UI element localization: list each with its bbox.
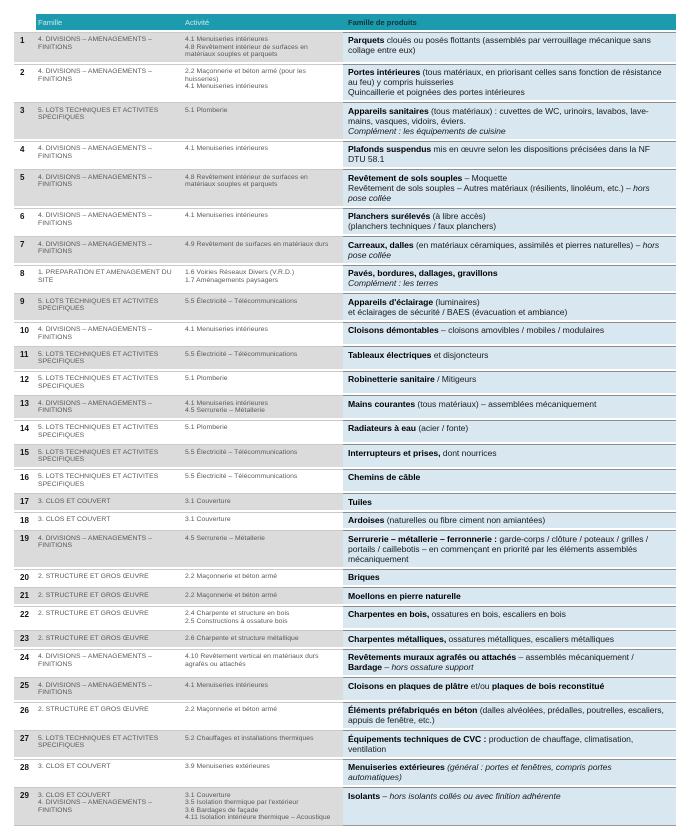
activite-cell bbox=[183, 32, 343, 62]
table-row bbox=[14, 530, 676, 567]
activite-cell bbox=[183, 346, 343, 369]
table-row bbox=[14, 32, 676, 62]
text-line: 4. DIVISIONS – AMENAGEMENTS – FINITIONS bbox=[38, 145, 153, 160]
famille-cell bbox=[36, 208, 183, 235]
row-number: 3 bbox=[14, 102, 36, 139]
text-line: 4. DIVISIONS – AMENAGEMENTS – FINITIONS bbox=[38, 173, 153, 188]
row-number: 20 bbox=[14, 569, 36, 586]
famille-cell bbox=[36, 759, 183, 786]
produits-cell bbox=[343, 169, 676, 206]
famille-cell bbox=[36, 293, 183, 320]
text-line: Pavés, bordures, dallages, gravillons bbox=[348, 268, 498, 278]
famille-cell bbox=[36, 649, 183, 676]
text-line: 5. LOTS TECHNIQUES ET ACTIVITES SPECIFIQUES bbox=[38, 350, 159, 365]
text-line: et éclairages de sécurité / BAES (évacuation et ambiance) bbox=[348, 306, 568, 317]
produits-cell bbox=[343, 444, 676, 467]
text-line: 4. DIVISIONS – AMENAGEMENTS – FINITIONS bbox=[38, 681, 153, 696]
activite-cell bbox=[183, 293, 343, 320]
text-line: Cloisons démontables – cloisons amovibles / mobiles / modulaires bbox=[348, 325, 605, 335]
row-number: 7 bbox=[14, 236, 36, 263]
produits-cell bbox=[343, 64, 676, 101]
activite-cell bbox=[183, 322, 343, 345]
activite-cell bbox=[183, 569, 343, 586]
text-line: 2.4 Charpente et structure en bois bbox=[185, 610, 290, 617]
row-number: 26 bbox=[14, 702, 36, 729]
famille-cell bbox=[36, 346, 183, 369]
activite-cell bbox=[183, 730, 343, 757]
text-line: 5.5 Électricité – Télécommunications bbox=[185, 297, 298, 305]
text-line: 4.11 Isolation intérieure thermique – Acoustique bbox=[185, 814, 331, 821]
produits-cell bbox=[343, 512, 676, 529]
row-number: 27 bbox=[14, 730, 36, 757]
text-line: 3. CLOS ET COUVERT bbox=[38, 516, 111, 523]
row-number: 25 bbox=[14, 677, 36, 700]
table-row bbox=[14, 493, 676, 510]
table-body bbox=[14, 32, 676, 826]
text-line: Chemins de câble bbox=[348, 472, 421, 482]
table-row bbox=[14, 787, 676, 826]
table-row bbox=[14, 102, 676, 139]
table-row bbox=[14, 293, 676, 320]
activite-cell bbox=[183, 236, 343, 263]
table-row bbox=[14, 702, 676, 729]
famille-cell bbox=[36, 444, 183, 467]
activite-cell bbox=[183, 493, 343, 510]
text-line: 3.6 Bardages de façade bbox=[185, 806, 259, 814]
famille-cell bbox=[36, 236, 183, 263]
text-line: 5.5 Électricité – Télécommunications bbox=[185, 350, 298, 358]
activite-cell bbox=[183, 512, 343, 529]
row-number: 28 bbox=[14, 759, 36, 786]
table-row bbox=[14, 346, 676, 369]
famille-cell bbox=[36, 530, 183, 567]
row-number: 6 bbox=[14, 208, 36, 235]
text-line: 4. DIVISIONS – AMENAGEMENTS – FINITIONS bbox=[38, 212, 153, 227]
row-number: 15 bbox=[14, 444, 36, 467]
text-line: 5.5 Électricité – Télécommunications bbox=[185, 448, 298, 456]
activite-cell bbox=[183, 469, 343, 492]
text-line: 2. STRUCTURE ET GROS ŒUVRE bbox=[38, 706, 149, 713]
table-row bbox=[14, 469, 676, 492]
row-number: 11 bbox=[14, 346, 36, 369]
table-row bbox=[14, 265, 676, 292]
table-row bbox=[14, 169, 676, 206]
table-row bbox=[14, 444, 676, 467]
header-famille: Famille bbox=[36, 14, 183, 30]
text-line: 1.7 Aménagements paysagers bbox=[185, 276, 279, 284]
produits-cell bbox=[343, 606, 676, 629]
row-number: 2 bbox=[14, 64, 36, 101]
text-line: 5. LOTS TECHNIQUES ET ACTIVITES SPECIFIQUES bbox=[38, 106, 159, 121]
table-row bbox=[14, 322, 676, 345]
text-line: 5. LOTS TECHNIQUES ET ACTIVITES SPECIFIQUES bbox=[38, 448, 159, 463]
famille-cell bbox=[36, 587, 183, 604]
text-line: 2.2 Maçonnerie et béton armé bbox=[185, 591, 278, 599]
activite-cell bbox=[183, 265, 343, 292]
famille-cell bbox=[36, 730, 183, 757]
produits-cell bbox=[343, 587, 676, 604]
row-number: 14 bbox=[14, 420, 36, 443]
activite-cell bbox=[183, 759, 343, 786]
table-header bbox=[14, 14, 676, 30]
table-row bbox=[14, 569, 676, 586]
text-line: Briques bbox=[348, 572, 380, 582]
row-number: 17 bbox=[14, 493, 36, 510]
produits-cell bbox=[343, 787, 676, 826]
products-table bbox=[14, 14, 676, 826]
activite-cell bbox=[183, 208, 343, 235]
text-line: 4. DIVISIONS – AMENAGEMENTS – FINITIONS bbox=[38, 68, 153, 83]
produits-cell bbox=[343, 208, 676, 235]
row-number: 23 bbox=[14, 630, 36, 647]
table-row bbox=[14, 371, 676, 394]
famille-cell bbox=[36, 493, 183, 510]
text-line: 4. DIVISIONS – AMENAGEMENTS – FINITIONS bbox=[38, 399, 153, 414]
text-line: 5.1 Plomberie bbox=[185, 375, 228, 382]
text-line: 4.8 Revêtement intérieur de surfaces en matériaux souples et parquets bbox=[185, 173, 308, 188]
produits-cell bbox=[343, 677, 676, 700]
table-row bbox=[14, 395, 676, 418]
text-line: Tableaux électriques et disjoncteurs bbox=[348, 349, 489, 360]
produits-cell bbox=[343, 102, 676, 139]
table-row bbox=[14, 587, 676, 604]
activite-cell bbox=[183, 606, 343, 629]
famille-cell bbox=[36, 141, 183, 168]
text-line: Portes intérieures (tous matériaux, en priorisant celles sans fonction de résistance au feu) y compris huisseries bbox=[348, 67, 662, 87]
text-line: Tuiles bbox=[348, 496, 372, 507]
text-line: 4. DIVISIONS – AMENAGEMENTS – FINITIONS bbox=[38, 240, 153, 255]
row-number: 29 bbox=[14, 787, 36, 826]
famille-cell bbox=[36, 395, 183, 418]
famille-cell bbox=[36, 630, 183, 647]
row-number: 1 bbox=[14, 32, 36, 62]
text-line: 4. DIVISIONS – AMENAGEMENTS – FINITIONS bbox=[38, 36, 153, 51]
famille-cell bbox=[36, 787, 183, 826]
text-line: Revêtement de sols souples – Autres matériaux (résilients, linoléum, etc.) – hors pose collée bbox=[348, 182, 650, 203]
row-number: 13 bbox=[14, 395, 36, 418]
produits-cell bbox=[343, 420, 676, 443]
text-line: Cloisons en plaques de plâtre et/ou plaques de bois reconstitué bbox=[348, 680, 605, 691]
text-line: 5. LOTS TECHNIQUES ET ACTIVITES SPECIFIQUES bbox=[38, 297, 159, 312]
text-line: Complément : les équipements de cuisine bbox=[348, 125, 506, 136]
text-line: Serrurerie – métallerie – ferronnerie : garde-corps / clôture / poteaux / grilles / portails / caillebotis – en commençant en priorité par les éléments assemblés mécaniquement bbox=[348, 533, 649, 564]
text-line: 4. DIVISIONS – AMENAGEMENTS – FINITIONS bbox=[38, 534, 153, 549]
text-line: 5. LOTS TECHNIQUES ET ACTIVITES SPECIFIQUES bbox=[38, 424, 159, 439]
table-row bbox=[14, 141, 676, 168]
text-line: Robinetterie sanitaire / Mitigeurs bbox=[348, 374, 477, 384]
text-line: 4.1 Menuiseries intérieures bbox=[185, 83, 268, 90]
text-line: 2. STRUCTURE ET GROS ŒUVRE bbox=[38, 573, 149, 580]
text-line: Charpentes en bois, ossatures en bois, escaliers en bois bbox=[348, 609, 566, 619]
text-line: 4. DIVISIONS – AMENAGEMENTS – FINITIONS bbox=[38, 799, 153, 814]
activite-cell bbox=[183, 587, 343, 604]
row-number: 19 bbox=[14, 530, 36, 567]
table-row bbox=[14, 677, 676, 700]
text-line: Menuiseries extérieures (général : portes et fenêtres, compris portes automatiques) bbox=[348, 762, 612, 782]
text-line: 2.5 Constructions à ossature bois bbox=[185, 617, 288, 625]
text-line: 2.2 Maçonnerie et béton armé bbox=[185, 706, 278, 713]
famille-cell bbox=[36, 512, 183, 529]
text-line: 4.8 Revêtement intérieur de surfaces en matériaux souples et parquets bbox=[185, 43, 308, 58]
row-number: 9 bbox=[14, 293, 36, 320]
famille-cell bbox=[36, 469, 183, 492]
text-line: 3. CLOS ET COUVERT bbox=[38, 763, 111, 770]
row-number: 21 bbox=[14, 587, 36, 604]
produits-cell bbox=[343, 32, 676, 62]
header-produits: Famille de produits bbox=[343, 14, 676, 30]
text-line: Carreaux, dalles (en matériaux céramiques, assimilés et pierres naturelles) – hors pose collée bbox=[348, 239, 660, 260]
text-line: Moellons en pierre naturelle bbox=[348, 590, 461, 601]
produits-cell bbox=[343, 702, 676, 729]
activite-cell bbox=[183, 702, 343, 729]
text-line: 5.1 Plomberie bbox=[185, 424, 228, 431]
text-line: 5.1 Plomberie bbox=[185, 106, 228, 114]
text-line: Appareils d'éclairage (luminaires) bbox=[348, 296, 480, 307]
text-line: 4.9 Revêtement de surfaces en matériaux durs bbox=[185, 240, 329, 248]
produits-cell bbox=[343, 322, 676, 345]
text-line: 2. STRUCTURE ET GROS ŒUVRE bbox=[38, 610, 149, 617]
text-line: 2. STRUCTURE ET GROS ŒUVRE bbox=[38, 634, 149, 642]
text-line: (planchers techniques / faux planchers) bbox=[348, 221, 497, 231]
row-number: 4 bbox=[14, 141, 36, 168]
famille-cell bbox=[36, 265, 183, 292]
produits-cell bbox=[343, 630, 676, 647]
produits-cell bbox=[343, 730, 676, 757]
table-row bbox=[14, 606, 676, 629]
produits-cell bbox=[343, 141, 676, 168]
text-line: 2.6 Charpente et structure métallique bbox=[185, 634, 299, 642]
text-line: 1. PREPARATION ET AMENAGEMENT DU SITE bbox=[38, 269, 172, 284]
text-line: Radiateurs à eau (acier / fonte) bbox=[348, 423, 469, 433]
activite-cell bbox=[183, 141, 343, 168]
row-number: 12 bbox=[14, 371, 36, 394]
text-line: 3.9 Menuiseries extérieures bbox=[185, 763, 270, 770]
text-line: 5. LOTS TECHNIQUES ET ACTIVITES SPECIFIQUES bbox=[38, 375, 159, 390]
text-line: 2.2 Maçonnerie et béton armé bbox=[185, 573, 278, 580]
famille-cell bbox=[36, 606, 183, 629]
text-line: 2.2 Maçonnerie et béton armé (pour les huisseries) bbox=[185, 68, 306, 83]
text-line: Équipements techniques de CVC : production de chauffage, climatisation, ventilation bbox=[348, 733, 634, 754]
activite-cell bbox=[183, 630, 343, 647]
produits-cell bbox=[343, 569, 676, 586]
row-number: 8 bbox=[14, 265, 36, 292]
produits-cell bbox=[343, 293, 676, 320]
text-line: Mains courantes (tous matériaux) – assemblées mécaniquement bbox=[348, 398, 597, 409]
table-row bbox=[14, 208, 676, 235]
text-line: Parquets cloués ou posés flottants (assemblés par verrouillage mécanique sans collage entre eux) bbox=[348, 35, 651, 55]
produits-cell bbox=[343, 346, 676, 369]
table-row bbox=[14, 420, 676, 443]
text-line: 4. DIVISIONS – AMENAGEMENTS – FINITIONS bbox=[38, 326, 153, 341]
famille-cell bbox=[36, 420, 183, 443]
text-line: 4.1 Menuiseries intérieures bbox=[185, 681, 268, 689]
table-row bbox=[14, 630, 676, 647]
text-line: 4. DIVISIONS – AMENAGEMENTS – FINITIONS bbox=[38, 653, 153, 668]
activite-cell bbox=[183, 169, 343, 206]
text-line: 3.1 Couverture bbox=[185, 497, 231, 505]
text-line: 2. STRUCTURE ET GROS ŒUVRE bbox=[38, 591, 149, 599]
table-row bbox=[14, 759, 676, 786]
produits-cell bbox=[343, 530, 676, 567]
famille-cell bbox=[36, 322, 183, 345]
text-line: 4.5 Serrurerie – Métallerie bbox=[185, 534, 265, 542]
text-line: 4.1 Menuiseries intérieures bbox=[185, 145, 268, 152]
activite-cell bbox=[183, 677, 343, 700]
famille-cell bbox=[36, 169, 183, 206]
produits-cell bbox=[343, 395, 676, 418]
row-number: 10 bbox=[14, 322, 36, 345]
activite-cell bbox=[183, 649, 343, 676]
text-line: 4.5 Serrurerie – Métallerie bbox=[185, 407, 265, 414]
text-line: 3.1 Couverture bbox=[185, 516, 231, 523]
text-line: Planchers surélevés (à libre accès) bbox=[348, 211, 486, 221]
famille-cell bbox=[36, 102, 183, 139]
famille-cell bbox=[36, 64, 183, 101]
text-line: Isolants – hors isolants collés ou avec finition adhérente bbox=[348, 790, 561, 801]
row-number: 22 bbox=[14, 606, 36, 629]
text-line: 5. LOTS TECHNIQUES ET ACTIVITES SPECIFIQUES bbox=[38, 734, 159, 749]
row-number: 24 bbox=[14, 649, 36, 676]
text-line: 3.5 Isolation thermique par l'extérieur bbox=[185, 799, 299, 806]
activite-cell bbox=[183, 64, 343, 101]
activite-cell bbox=[183, 530, 343, 567]
produits-cell bbox=[343, 649, 676, 676]
activite-cell bbox=[183, 444, 343, 467]
produits-cell bbox=[343, 469, 676, 492]
produits-cell bbox=[343, 493, 676, 510]
text-line: 5. LOTS TECHNIQUES ET ACTIVITES SPECIFIQUES bbox=[38, 473, 159, 488]
text-line: 4.1 Menuiseries intérieures bbox=[185, 212, 268, 219]
text-line: 1.6 Voiries Réseaux Divers (V.R.D.) bbox=[185, 269, 295, 276]
famille-cell bbox=[36, 32, 183, 62]
produits-cell bbox=[343, 759, 676, 786]
table-row bbox=[14, 730, 676, 757]
text-line: Ardoises (naturelles ou fibre ciment non amiantées) bbox=[348, 515, 546, 525]
produits-cell bbox=[343, 265, 676, 292]
text-line: Bardage – hors ossature support bbox=[348, 662, 474, 672]
text-line: 4.1 Menuiseries intérieures bbox=[185, 399, 268, 407]
text-line: Interrupteurs et prises, dont nourrices bbox=[348, 447, 497, 458]
header-number-spacer bbox=[14, 14, 36, 30]
text-line: Éléments préfabriqués en béton (dalles alvéolées, prédalles, poutrelles, escaliers, appuis de fenêtre, etc.) bbox=[348, 705, 664, 725]
famille-cell bbox=[36, 371, 183, 394]
produits-cell bbox=[343, 371, 676, 394]
row-number: 5 bbox=[14, 169, 36, 206]
text-line: 5.2 Chauffages et installations thermiques bbox=[185, 734, 314, 742]
text-line: 4.1 Menuiseries intérieures bbox=[185, 36, 268, 43]
text-line: Quincaillerie et poignées des portes intérieures bbox=[348, 87, 525, 97]
activite-cell bbox=[183, 420, 343, 443]
activite-cell bbox=[183, 102, 343, 139]
text-line: 4.1 Menuiseries intérieures bbox=[185, 326, 268, 333]
table-row bbox=[14, 512, 676, 529]
text-line: Complément : les terres bbox=[348, 278, 439, 288]
row-number: 18 bbox=[14, 512, 36, 529]
header-activite: Activité bbox=[183, 14, 343, 30]
famille-cell bbox=[36, 702, 183, 729]
activite-cell bbox=[183, 395, 343, 418]
text-line: Appareils sanitaires (tous matériaux) : cuvettes de WC, urinoirs, lavabos, lave-mains, vasques, vidoirs, éviers. bbox=[348, 105, 649, 126]
text-line: Plafonds suspendus mis en œuvre selon les dispositions précisées dans la NF DTU 58.1 bbox=[348, 144, 650, 164]
text-line: 3. CLOS ET COUVERT bbox=[38, 497, 111, 505]
table-row bbox=[14, 64, 676, 101]
activite-cell bbox=[183, 371, 343, 394]
text-line: 3.1 Couverture bbox=[185, 791, 231, 799]
table-row bbox=[14, 649, 676, 676]
table-row bbox=[14, 236, 676, 263]
text-line: Charpentes métalliques, ossatures métalliques, escaliers métalliques bbox=[348, 633, 614, 644]
text-line: 3. CLOS ET COUVERT bbox=[38, 791, 111, 799]
activite-cell bbox=[183, 787, 343, 826]
row-number: 16 bbox=[14, 469, 36, 492]
text-line: Revêtement de sols souples – Moquette bbox=[348, 172, 508, 183]
text-line: Revêtements muraux agrafés ou attachés – assemblés mécaniquement / bbox=[348, 652, 634, 662]
famille-cell bbox=[36, 569, 183, 586]
text-line: 4.10 Revêtement vertical en matériaux durs agrafés ou attachés bbox=[185, 653, 319, 668]
produits-cell bbox=[343, 236, 676, 263]
famille-cell bbox=[36, 677, 183, 700]
text-line: 5.5 Électricité – Télécommunications bbox=[185, 473, 298, 480]
